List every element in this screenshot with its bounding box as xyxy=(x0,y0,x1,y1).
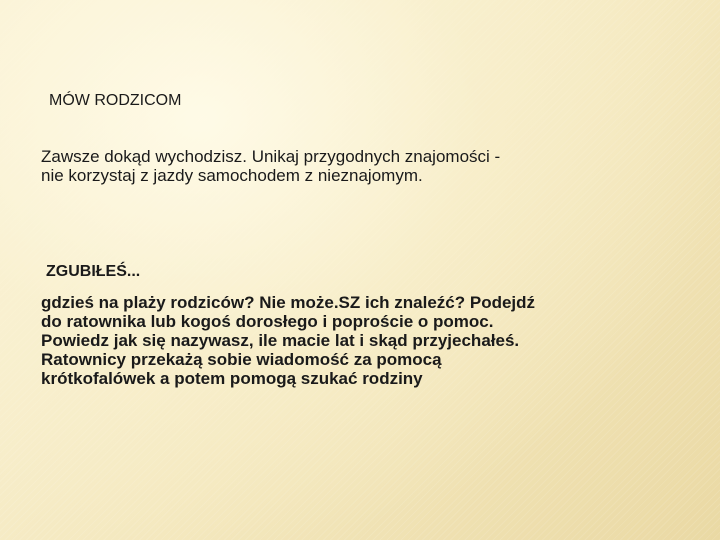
paragraph-tell-parents: Zawsze dokąd wychodzisz. Unikaj przygodnych znajomości - nie korzystaj z jazdy samochodem z nieznajomym. xyxy=(41,147,501,185)
paragraph-lost: gdzieś na plaży rodziców? Nie może.SZ ich znaleźć? Podejdź do ratownika lub kogoś dorosłego i poproście o pomoc. Powiedz jak się nazywasz, ile macie lat i skąd przyjechałeś. Ratownicy przekażą sobie wiadomość za pomocą krótkofalówek a potem pomogą szukać rodziny xyxy=(41,293,536,388)
heading-lost: ZGUBIŁEŚ... xyxy=(46,263,141,280)
heading-tell-parents: MÓW RODZICOM xyxy=(49,92,182,109)
